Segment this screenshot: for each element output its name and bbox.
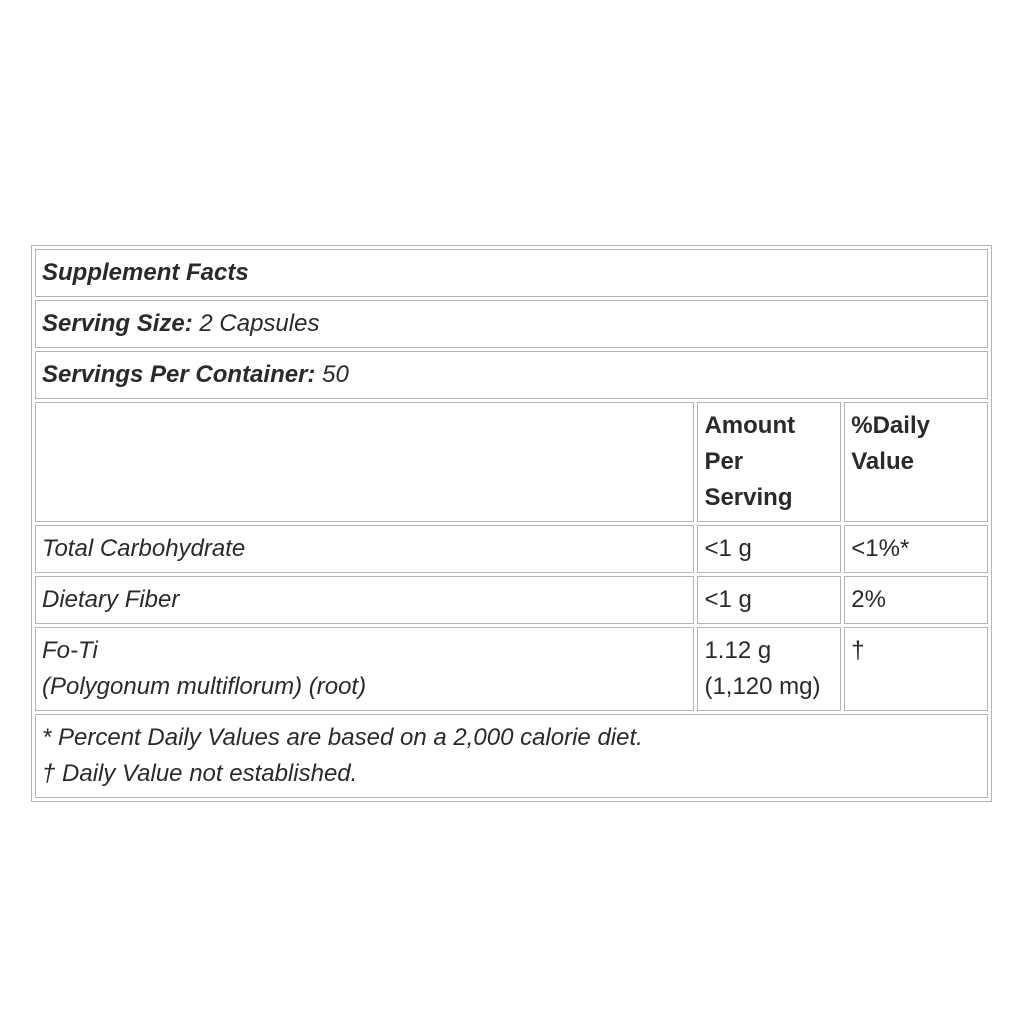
nutrient-daily-value: <1%* bbox=[844, 525, 988, 573]
header-daily-value bbox=[844, 402, 988, 522]
servings-per-container-cell bbox=[35, 351, 988, 399]
nutrient-name-line: (Polygonum multiflorum) (root) bbox=[42, 673, 367, 700]
nutrient-name-line: Fo-Ti bbox=[42, 637, 98, 664]
nutrient-amount-line: <1 g bbox=[704, 535, 752, 562]
supplement-facts-title: Supplement Facts bbox=[42, 259, 249, 286]
header-amount-line: Serving bbox=[704, 484, 793, 511]
nutrient-amount bbox=[697, 627, 841, 711]
nutrient-amount bbox=[697, 576, 841, 624]
title-row bbox=[35, 249, 988, 297]
header-amount-line: Per bbox=[704, 448, 744, 475]
nutrient-daily-value: 2% bbox=[844, 576, 988, 624]
table-row bbox=[35, 525, 988, 573]
nutrient-amount-line: <1 g bbox=[704, 586, 752, 613]
nutrient-amount-line: (1,120 mg) bbox=[704, 673, 821, 700]
header-dv-line: %Daily bbox=[851, 412, 930, 439]
nutrient-amount bbox=[697, 525, 841, 573]
footnote-cell bbox=[35, 714, 988, 798]
nutrient-name bbox=[35, 576, 694, 624]
nutrient-amount-line: 1.12 g bbox=[704, 637, 772, 664]
nutrient-name bbox=[35, 627, 694, 711]
header-dv-line: Value bbox=[851, 448, 914, 475]
title-cell bbox=[35, 249, 988, 297]
footnote-percent-daily: * Percent Daily Values are based on a 2,000 calorie diet. bbox=[42, 724, 643, 751]
serving-size-value: 2 Capsules bbox=[192, 310, 320, 337]
serving-size-row bbox=[35, 300, 988, 348]
table-row bbox=[35, 576, 988, 624]
column-header-row bbox=[35, 402, 988, 522]
nutrient-name-line: Total Carbohydrate bbox=[42, 535, 246, 562]
footnote-dagger: † Daily Value not established. bbox=[42, 760, 358, 787]
table-row bbox=[35, 627, 988, 711]
serving-size-cell bbox=[35, 300, 988, 348]
supplement-facts-table bbox=[31, 245, 992, 802]
header-amount-line: Amount bbox=[704, 412, 796, 439]
nutrient-daily-value: † bbox=[844, 627, 988, 711]
footnote-row bbox=[35, 714, 988, 798]
nutrient-name bbox=[35, 525, 694, 573]
header-name-cell bbox=[35, 402, 694, 522]
serving-size-label: Serving Size: bbox=[42, 310, 193, 337]
servings-per-container-row bbox=[35, 351, 988, 399]
servings-per-container-label: Servings Per Container: bbox=[42, 361, 316, 388]
servings-per-container-value: 50 bbox=[315, 361, 349, 388]
nutrient-name-line: Dietary Fiber bbox=[42, 586, 180, 613]
header-amount-per-serving bbox=[697, 402, 841, 522]
